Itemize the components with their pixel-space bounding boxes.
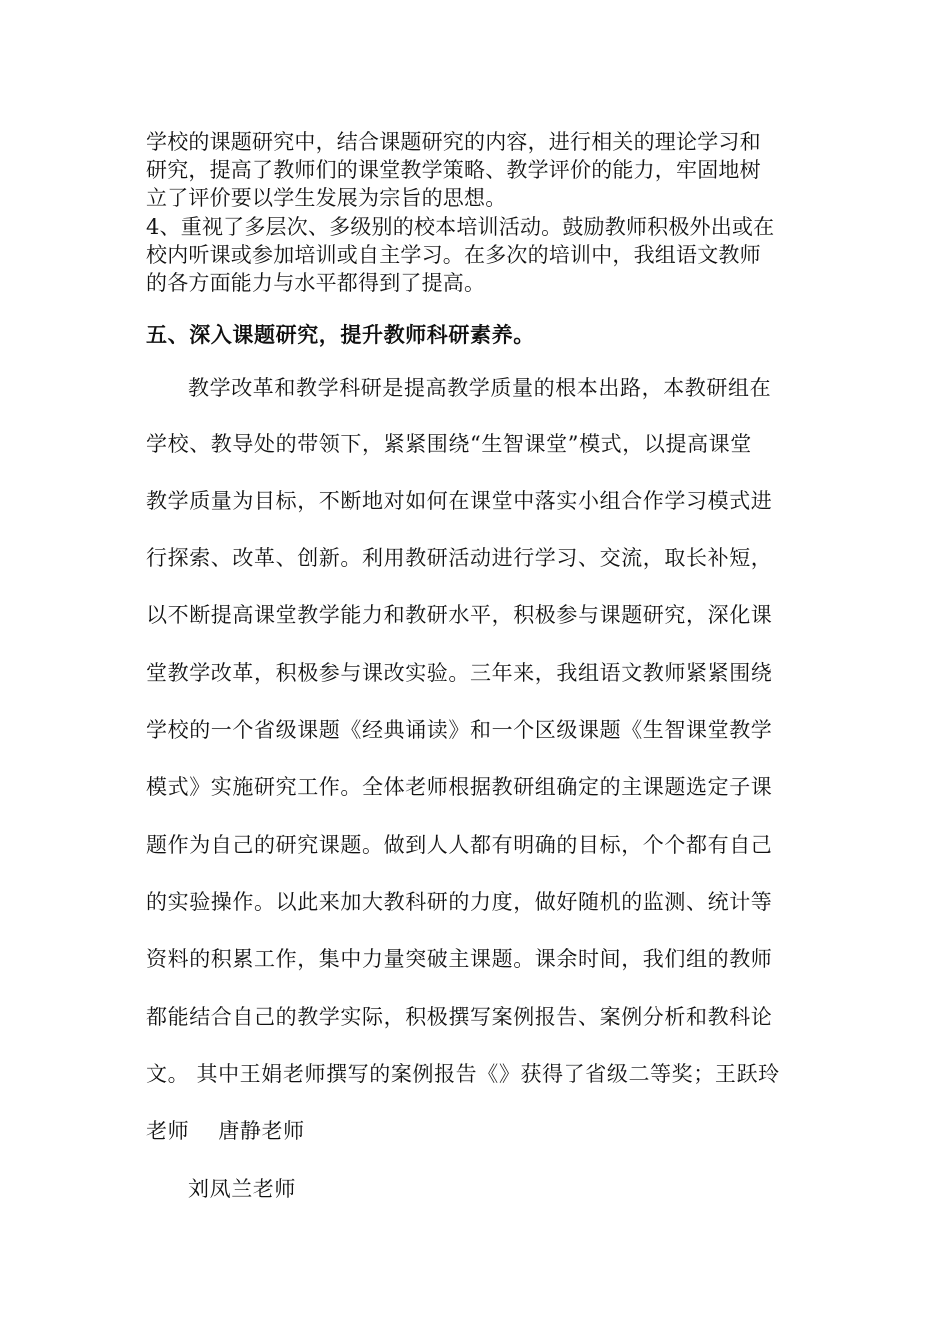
paragraph-line: 以不断提高课堂教学能力和教研水平，积极参与课题研究，深化课 — [146, 603, 773, 627]
paragraph-line: 题作为自己的研究课题。做到人人都有明确的目标，个个都有自己 — [146, 833, 773, 857]
paragraph-line: 堂教学改革，积极参与课改实验。三年来，我组语文教师紧紧围绕 — [146, 661, 773, 685]
paragraph-line: 文。 其中王娟老师撰写的案例报告《》获得了省级二等奖；王跃玲 — [146, 1062, 780, 1086]
paragraph-line: 4、重视了多层次、多级别的校本培训活动。鼓励教师积极外出或在 — [146, 215, 775, 239]
paragraph-line: 研究，提高了教师们的课堂教学策略、教学评价的能力，牢固地树 — [146, 158, 761, 182]
paragraph-line: 的实验操作。以此来加大教科研的力度，做好随机的监测、统计等 — [146, 890, 773, 914]
paragraph-line: 立了评价要以学生发展为宗旨的思想。 — [146, 186, 507, 210]
paragraph-line: 老师 唐静老师 — [146, 1119, 305, 1143]
paragraph-line: 刘凤兰老师 — [188, 1177, 296, 1201]
paragraph-line: 学校的一个省级课题《经典诵读》和一个区级课题《生智课堂教学 — [146, 718, 773, 742]
paragraph-line: 学校的课题研究中，结合课题研究的内容，进行相关的理论学习和 — [146, 130, 761, 154]
paragraph-line: 教学改革和教学科研是提高教学质量的根本出路，本教研组在 — [188, 376, 772, 400]
paragraph-line: 校内听课或参加培训或自主学习。在多次的培训中，我组语文教师 — [146, 243, 761, 267]
paragraph-line: 资料的积累工作，集中力量突破主课题。课余时间，我们组的教师 — [146, 947, 773, 971]
paragraph-line: 模式》实施研究工作。全体老师根据教研组确定的主课题选定子课 — [146, 775, 773, 799]
paragraph-line: 的各方面能力与水平都得到了提高。 — [146, 271, 486, 295]
paragraph-line: 学校、教导处的带领下，紧紧围绕“生智课堂”模式，以提高课堂 — [146, 432, 752, 456]
paragraph-line: 教学质量为目标，不断地对如何在课堂中落实小组合作学习模式进 — [146, 489, 773, 513]
paragraph-line: 都能结合自己的教学实际，积极撰写案例报告、案例分析和教科论 — [146, 1005, 773, 1029]
paragraph-line: 行探索、改革、创新。利用教研活动进行学习、交流，取长补短， — [146, 546, 773, 570]
section-heading: 五、深入课题研究，提升教师科研素养。 — [146, 322, 535, 347]
